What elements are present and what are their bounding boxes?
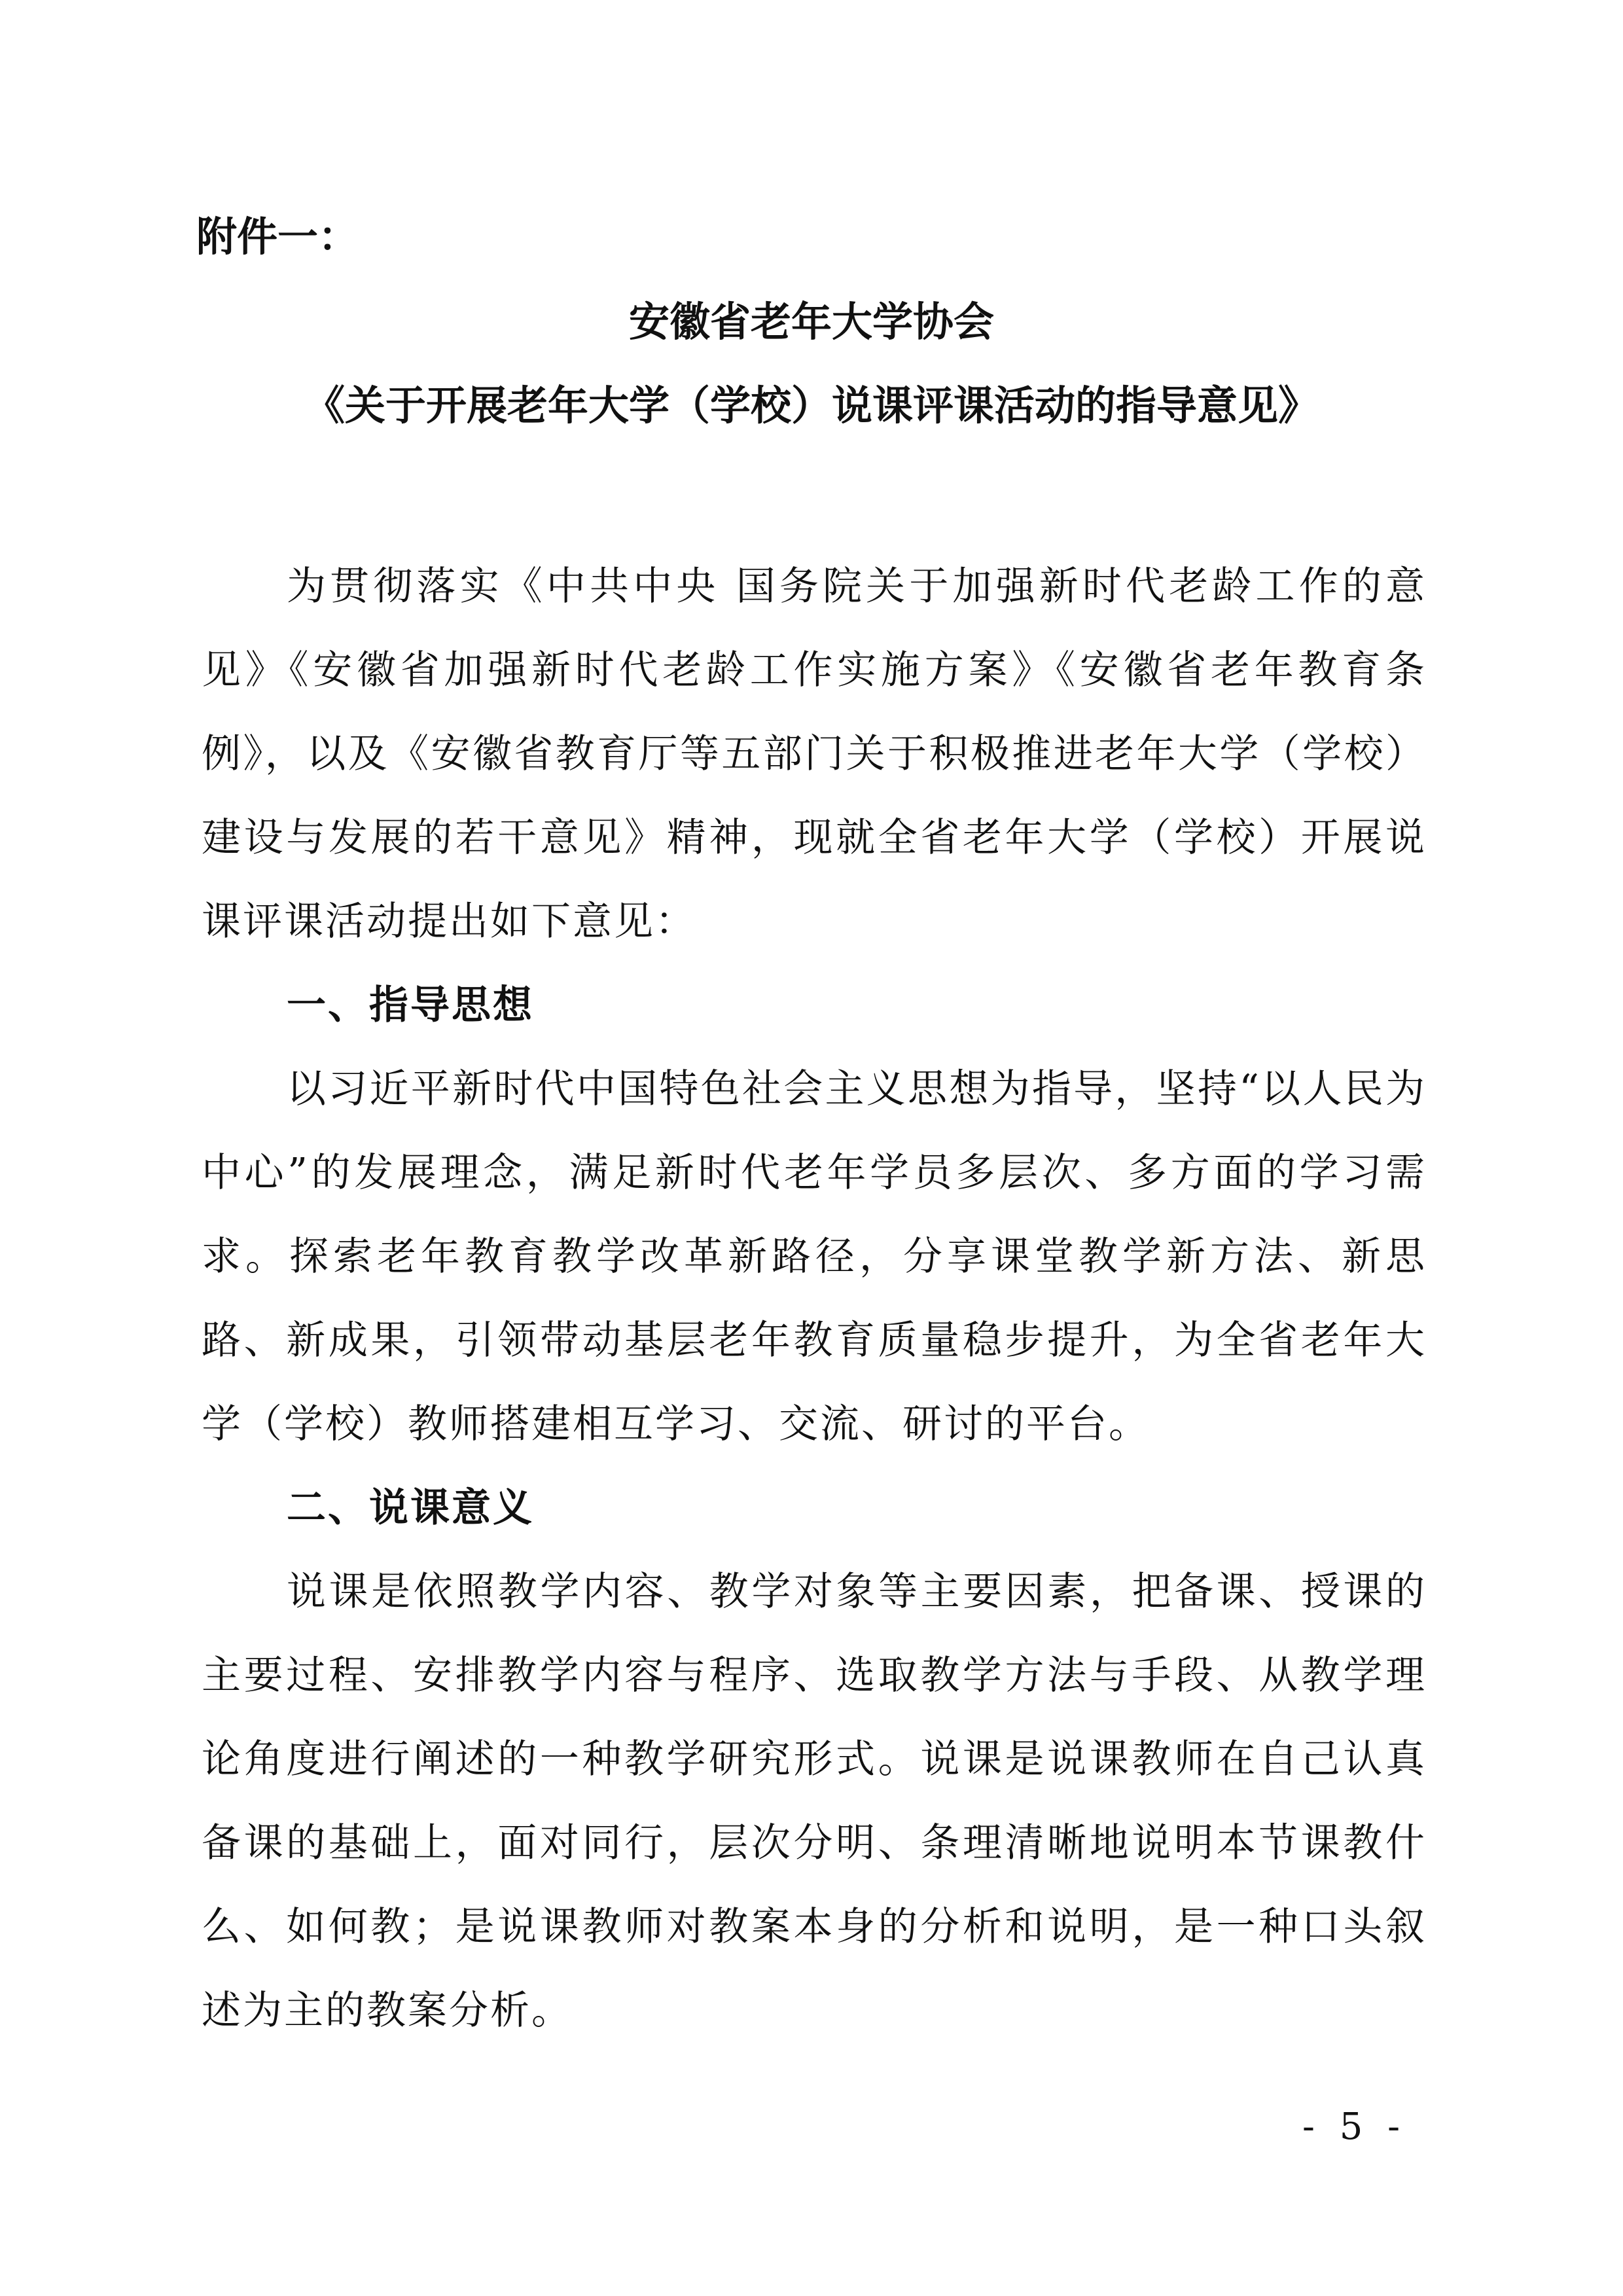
- document-title-subject: 《关于开展老年大学（学校）说课评课活动的指导意见》: [304, 382, 1319, 429]
- section-heading-2: 二、说课意义: [287, 1485, 534, 1531]
- document-title-organization: 安徽省老年大学协会: [628, 298, 994, 346]
- intro-paragraph: 为贯彻落实《中共中央 国务院关于加强新时代老龄工作的意见》《安徽省加强新时代老龄工作实施方案》《安徽省老年教育条例》，以及《安徽省教育厅等五部门关于积极推进老年大学（学校）建设与发展的若干意见》精神，现就全省老年大学（学校）开展说课评课活动提出如下意见：: [202, 564, 1427, 944]
- section-heading-guiding-ideology: [202, 963, 1427, 1047]
- guiding-ideology-paragraph: 以习近平新时代中国特色社会主义思想为指导，坚持“以人民为中心”的发展理念，满足新时代老年学员多层次、多方面的学习需求。探索老年教育教学改革新路径，分享课堂教学新方法、新思路、新成果，引领带动基层老年教育质量稳步提升，为全省老年大学（学校）教师搭建相互学习、交流、研讨的平台。: [202, 1066, 1427, 1447]
- lesson-significance-section: [202, 1550, 1427, 2053]
- section-heading-lesson-significance: [202, 1466, 1427, 1550]
- page-number: - 5 -: [1302, 2106, 1407, 2148]
- section-heading-1: 一、指导思想: [287, 982, 534, 1028]
- guiding-ideology-section: [202, 1047, 1427, 1466]
- intro-section: [202, 545, 1427, 963]
- attachment-label: 附件一：: [196, 213, 359, 260]
- lesson-significance-paragraph: 说课是依照教学内容、教学对象等主要因素，把备课、授课的主要过程、安排教学内容与程序、选取教学方法与手段、从教学理论角度进行阐述的一种教学研究形式。说课是说课教师在自己认真备课的基础上，面对同行，层次分明、条理清晰地说明本节课教什么、如何教；是说课教师对教案本身的分析和说明，是一种口头叙述为主的教案分析。: [202, 1569, 1427, 2034]
